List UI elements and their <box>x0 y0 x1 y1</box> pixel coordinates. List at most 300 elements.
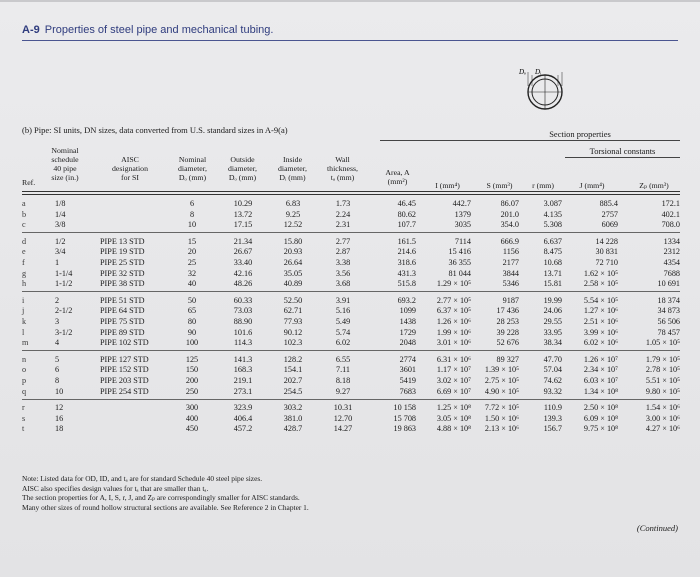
cell-id-row-m: 102.3 <box>283 338 303 348</box>
cell-I-row-b: 1379 <box>454 209 471 219</box>
cell-Z-row-r: 1.54 × 10⁶ <box>645 403 680 413</box>
cell-Z-row-i: 18 374 <box>657 295 680 305</box>
cell-A-row-j: 1099 <box>399 306 416 316</box>
cell-t-row-j: 5.16 <box>335 306 351 316</box>
header-outside-diameter <box>220 155 265 182</box>
cell-dn-row-k: 80 <box>187 317 197 326</box>
cell-A-row-m: 2048 <box>399 338 416 348</box>
cell-A-row-d: 161.5 <box>397 236 416 246</box>
cell-J-row-r: 2.50 × 10⁸ <box>583 403 618 413</box>
cell-Z-row-n: 1.79 × 10⁵ <box>645 354 680 364</box>
section-properties-rule <box>380 140 680 141</box>
cell-r-row-q: 93.32 <box>543 386 562 396</box>
header-moment-of-inertia: I (mm⁴) <box>435 181 460 190</box>
group-separator <box>22 232 680 233</box>
cell-I-row-a: 442.7 <box>452 199 471 208</box>
cell-t-row-r: 10.31 <box>333 403 353 413</box>
cell-S-row-c: 354.0 <box>500 220 519 230</box>
cell-S-row-r: 7.72 × 10⁵ <box>484 403 519 413</box>
cell-ref-row-t: t <box>22 424 25 434</box>
cell-ref-row-o: o <box>22 365 27 375</box>
note-line-4: Many other sizes of round hollow structural sections are available. See Reference 2 in Chapter 1. <box>22 502 309 512</box>
cell-A-row-n: 2774 <box>399 354 416 364</box>
header-area <box>375 168 420 186</box>
header-nomdia-line-2: diameter, <box>178 164 207 173</box>
cell-r-row-n: 47.70 <box>543 354 562 364</box>
table-subtitle: (b) Pipe: SI units, DN sizes, data converted from U.S. standard sizes in A-9(a) <box>22 125 288 135</box>
cell-S-row-f: 2177 <box>502 258 519 267</box>
cell-size-row-n: 5 <box>55 354 60 364</box>
cell-t-row-m: 6.02 <box>335 338 351 348</box>
cell-dn-row-h: 40 <box>187 279 197 289</box>
cell-r-row-c: 5.308 <box>543 220 562 230</box>
cell-S-row-a: 86.07 <box>500 199 519 208</box>
cell-dn-row-r: 300 <box>185 403 199 413</box>
cell-J-row-h: 2.58 × 10⁵ <box>583 279 618 289</box>
cell-A-row-i: 693.2 <box>397 295 416 305</box>
cell-J-row-d: 14 228 <box>595 236 618 246</box>
cell-S-row-i: 9187 <box>502 295 519 305</box>
cell-S-row-l: 39 228 <box>496 327 519 337</box>
cell-t-row-l: 5.74 <box>335 327 351 337</box>
header-area-line-2: (mm²) <box>387 177 408 186</box>
cell-od-row-e: 26.67 <box>233 247 253 257</box>
cell-size-row-q: 10 <box>55 386 64 396</box>
header-outside-line-3: Dₒ (mm) <box>228 173 257 182</box>
cell-od-row-i: 60.33 <box>233 295 253 305</box>
cell-t-row-e: 2.87 <box>335 247 351 257</box>
header-nominal-line-4: size (in.) <box>51 173 79 182</box>
cell-I-row-j: 6.37 × 10⁵ <box>436 306 471 316</box>
cell-ref-row-b: b <box>22 209 27 219</box>
cell-size-row-b: 1/4 <box>55 209 66 219</box>
group-separator <box>22 350 680 351</box>
cell-ref-row-n: n <box>22 354 27 364</box>
cell-J-row-s: 6.09 × 10⁸ <box>583 413 618 423</box>
cell-aisc-row-n: PIPE 127 STD <box>100 354 149 364</box>
cell-ref-row-r: r <box>22 403 25 413</box>
cell-J-row-b: 2757 <box>601 209 618 219</box>
cell-ref-row-a: a <box>22 199 26 208</box>
diagram-label-do: Dₒ <box>519 68 527 76</box>
cell-aisc-row-j: PIPE 64 STD <box>100 306 145 316</box>
cell-aisc-row-m: PIPE 102 STD <box>100 338 149 348</box>
cell-J-row-e: 30 831 <box>595 247 618 257</box>
cell-I-row-f: 36 355 <box>448 258 471 267</box>
cell-J-row-q: 1.34 × 10⁸ <box>583 386 618 396</box>
cell-od-row-d: 21.34 <box>233 236 253 246</box>
header-section-modulus: S (mm³) <box>486 181 513 190</box>
cell-aisc-row-o: PIPE 152 STD <box>100 365 149 375</box>
header-polar-moment: J (mm⁴) <box>579 181 605 190</box>
cell-J-row-t: 9.75 × 10⁸ <box>583 424 618 434</box>
cell-id-row-k: 77.93 <box>283 317 303 326</box>
cell-Z-row-c: 708.0 <box>661 220 680 230</box>
cell-I-row-r: 1.25 × 10⁸ <box>436 403 471 413</box>
cell-Z-row-q: 9.80 × 10⁵ <box>645 386 680 396</box>
cell-A-row-e: 214.6 <box>397 247 416 257</box>
cell-A-row-c: 107.7 <box>397 220 416 230</box>
cell-r-row-k: 29.55 <box>543 317 562 326</box>
cell-aisc-row-l: PIPE 89 STD <box>100 327 145 337</box>
header-aisc-line-3: for SI <box>121 173 139 182</box>
cell-r-row-p: 74.62 <box>543 376 562 385</box>
cell-size-row-a: 1/8 <box>55 199 66 208</box>
cell-Z-row-h: 10 691 <box>657 279 680 289</box>
cell-I-row-l: 1.99 × 10⁶ <box>436 327 471 337</box>
cell-J-row-m: 6.02 × 10⁶ <box>583 338 618 348</box>
cell-ref-row-j: j <box>22 306 25 316</box>
header-aisc-designation <box>100 155 160 182</box>
cell-S-row-b: 201.0 <box>500 209 519 219</box>
cell-A-row-o: 3601 <box>399 365 416 375</box>
cell-dn-row-i: 50 <box>187 295 197 305</box>
cell-Z-row-a: 172.1 <box>661 199 680 208</box>
header-inside-diameter <box>270 155 315 182</box>
cell-Z-row-k: 56 506 <box>657 317 680 326</box>
cell-size-row-o: 6 <box>55 365 60 375</box>
cell-r-row-s: 139.3 <box>543 413 562 423</box>
header-ref: Ref. <box>22 178 36 187</box>
cell-dn-row-s: 400 <box>185 413 199 423</box>
header-outside-line-1: Outside <box>230 155 255 164</box>
header-aisc-line-1: AISC <box>121 155 139 164</box>
cell-id-row-n: 128.2 <box>283 354 303 364</box>
cell-I-row-p: 3.02 × 10⁷ <box>436 376 471 385</box>
cell-ref-row-l: l <box>22 327 25 337</box>
cell-J-row-g: 1.62 × 10⁵ <box>583 268 618 278</box>
diagram-label-di: Dᵢ <box>535 68 542 76</box>
cell-t-row-g: 3.56 <box>335 268 351 278</box>
cell-I-row-o: 1.17 × 10⁷ <box>436 365 471 375</box>
cell-size-row-l: 3-1/2 <box>55 327 73 337</box>
cell-S-row-m: 52 676 <box>496 338 519 348</box>
header-nomdia-line-3: Dₒ (mm) <box>178 173 207 182</box>
cell-aisc-row-p: PIPE 203 STD <box>100 376 149 385</box>
cell-size-row-j: 2-1/2 <box>55 306 73 316</box>
cell-ref-row-d: d <box>22 236 27 246</box>
cell-dn-row-q: 250 <box>185 386 199 396</box>
header-nominal-line-1: Nominal <box>51 146 79 155</box>
cell-I-row-k: 1.26 × 10⁶ <box>436 317 471 326</box>
cell-S-row-h: 5346 <box>502 279 519 289</box>
cell-od-row-o: 168.3 <box>233 365 253 375</box>
cell-Z-row-m: 1.05 × 10⁵ <box>645 338 680 348</box>
cell-A-row-b: 80.62 <box>397 209 416 219</box>
cell-dn-row-e: 20 <box>187 247 197 257</box>
cell-dn-row-l: 90 <box>187 327 197 337</box>
cell-S-row-q: 4.90 × 10⁵ <box>484 386 519 396</box>
cell-aisc-row-d: PIPE 13 STD <box>100 236 145 246</box>
header-nomdia-line-1: Nominal <box>178 155 207 164</box>
cell-ref-row-s: s <box>22 413 26 423</box>
cell-S-row-p: 2.75 × 10⁵ <box>484 376 519 385</box>
cell-id-row-q: 254.5 <box>283 386 303 396</box>
cell-J-row-p: 6.03 × 10⁷ <box>583 376 618 385</box>
header-aisc-line-2: designation <box>112 164 148 173</box>
cell-ref-row-f: f <box>22 258 25 267</box>
cell-dn-row-m: 100 <box>185 338 199 348</box>
cell-size-row-f: 1 <box>55 258 60 267</box>
cell-S-row-s: 1.50 × 10⁶ <box>484 413 519 423</box>
cell-r-row-f: 10.68 <box>543 258 562 267</box>
cell-A-row-r: 10 158 <box>393 403 416 413</box>
cell-A-row-h: 515.8 <box>397 279 416 289</box>
cell-od-row-n: 141.3 <box>233 354 253 364</box>
top-edge <box>0 0 700 2</box>
cell-size-row-p: 8 <box>55 376 60 385</box>
cell-t-row-c: 2.31 <box>335 220 351 230</box>
cell-dn-row-p: 200 <box>185 376 199 385</box>
cell-dn-row-f: 25 <box>187 258 197 267</box>
cell-S-row-g: 3844 <box>502 268 519 278</box>
cell-J-row-j: 1.27 × 10⁶ <box>583 306 618 316</box>
table-notes <box>22 474 309 512</box>
cell-id-row-h: 40.89 <box>283 279 303 289</box>
header-nominal-line-3: 40 pipe <box>53 164 77 173</box>
cell-od-row-c: 17.15 <box>233 220 253 230</box>
cell-ref-row-h: h <box>22 279 27 289</box>
note-line-3: The section properties for A, I, S, r, J, and Zₚ are correspondingly smaller for AISC standards. <box>22 493 300 502</box>
header-nominal-size <box>40 146 90 182</box>
cell-dn-row-t: 450 <box>185 424 199 434</box>
cell-t-row-s: 12.70 <box>333 413 353 423</box>
cell-J-row-f: 72 710 <box>595 258 618 267</box>
cell-t-row-k: 5.49 <box>335 317 351 326</box>
cell-t-row-b: 2.24 <box>335 209 351 219</box>
cell-id-row-f: 26.64 <box>283 258 303 267</box>
cell-aisc-row-f: PIPE 25 STD <box>100 258 145 267</box>
cell-S-row-d: 666.9 <box>500 236 519 246</box>
cell-aisc-row-h: PIPE 38 STD <box>100 279 145 289</box>
cell-t-row-p: 8.18 <box>335 376 351 385</box>
cell-I-row-t: 4.88 × 10⁸ <box>436 424 471 434</box>
cell-od-row-h: 48.26 <box>233 279 253 289</box>
cell-t-row-q: 9.27 <box>335 386 351 396</box>
cell-od-row-s: 406.4 <box>233 413 253 423</box>
cell-dn-row-o: 150 <box>185 365 199 375</box>
cell-id-row-c: 12.52 <box>283 220 303 230</box>
cell-Z-row-b: 402.1 <box>661 209 680 219</box>
cell-S-row-n: 89 327 <box>496 354 519 364</box>
cell-aisc-row-k: PIPE 75 STD <box>100 317 145 326</box>
cell-id-row-g: 35.05 <box>283 268 303 278</box>
cell-Z-row-j: 34 873 <box>657 306 680 316</box>
cell-A-row-s: 15 708 <box>393 413 416 423</box>
header-rule-top <box>22 191 680 192</box>
header-inside-line-3: Dᵢ (mm) <box>279 173 306 182</box>
cell-size-row-s: 16 <box>55 413 64 423</box>
group-separator <box>22 291 680 292</box>
cell-id-row-p: 202.7 <box>283 376 303 385</box>
cell-J-row-a: 885.4 <box>599 199 618 208</box>
header-inside-line-1: Inside <box>282 155 303 164</box>
cell-ref-row-g: g <box>22 268 27 278</box>
cell-I-row-d: 7114 <box>454 236 471 246</box>
header-outside-line-2: diameter, <box>228 164 257 173</box>
cell-r-row-l: 33.95 <box>543 327 562 337</box>
cell-S-row-o: 1.39 × 10⁵ <box>484 365 519 375</box>
cell-A-row-f: 318.6 <box>397 258 416 267</box>
cell-A-row-k: 1438 <box>399 317 416 326</box>
cell-od-row-k: 88.90 <box>233 317 253 326</box>
cell-id-row-o: 154.1 <box>283 365 303 375</box>
cell-od-row-l: 101.6 <box>233 327 253 337</box>
cell-Z-row-f: 4354 <box>663 258 680 267</box>
cell-S-row-e: 1156 <box>502 247 519 257</box>
cell-Z-row-l: 78 457 <box>657 327 680 337</box>
cell-r-row-t: 156.7 <box>543 424 562 434</box>
continued-label: (Continued) <box>636 523 678 533</box>
cell-t-row-n: 6.55 <box>335 354 351 364</box>
cell-t-row-d: 2.77 <box>335 236 351 246</box>
cell-dn-row-d: 15 <box>187 236 197 246</box>
cell-ref-row-k: k <box>22 317 27 326</box>
cell-J-row-l: 3.99 × 10⁶ <box>583 327 618 337</box>
cell-J-row-i: 5.54 × 10⁵ <box>583 295 618 305</box>
group-separator <box>22 399 680 400</box>
cell-A-row-a: 46.45 <box>397 199 416 208</box>
cell-r-row-o: 57.04 <box>543 365 562 375</box>
header-plastic-modulus: Zₚ (mm³) <box>639 181 669 190</box>
cell-I-row-q: 6.69 × 10⁷ <box>436 386 471 396</box>
table-title-text: Properties of steel pipe and mechanical tubing. <box>44 24 274 36</box>
cell-od-row-m: 114.3 <box>233 338 253 348</box>
cell-size-row-d: 1/2 <box>55 236 66 246</box>
cell-dn-row-b: 8 <box>189 209 195 219</box>
cell-od-row-b: 13.72 <box>233 209 253 219</box>
cell-Z-row-t: 4.27 × 10⁶ <box>645 424 680 434</box>
cell-I-row-n: 6.31 × 10⁶ <box>436 354 471 364</box>
cell-I-row-g: 81 044 <box>448 268 471 278</box>
cell-J-row-c: 6069 <box>601 220 618 230</box>
header-area-line-1: Area, A <box>385 168 410 177</box>
cell-aisc-row-g: PIPE 32 STD <box>100 268 145 278</box>
cell-ref-row-e: e <box>22 247 26 257</box>
cell-S-row-t: 2.13 × 10⁶ <box>484 424 519 434</box>
header-nominal-diameter <box>170 155 215 182</box>
section-properties-heading: Section properties <box>549 129 611 139</box>
cell-r-row-b: 4.135 <box>543 209 562 219</box>
cell-id-row-i: 52.50 <box>283 295 303 305</box>
cell-r-row-g: 13.71 <box>543 268 562 278</box>
cell-Z-row-p: 5.51 × 10⁵ <box>645 376 680 385</box>
cell-id-row-t: 428.7 <box>283 424 303 434</box>
header-wall-thickness <box>320 155 365 182</box>
header-wall-line-3: tₐ (mm) <box>330 173 355 182</box>
cell-aisc-row-e: PIPE 19 STD <box>100 247 145 257</box>
cell-Z-row-s: 3.00 × 10⁶ <box>645 413 680 423</box>
cell-id-row-s: 381.0 <box>283 413 303 423</box>
cell-size-row-t: 18 <box>55 424 64 434</box>
cell-Z-row-o: 2.78 × 10⁵ <box>645 365 680 375</box>
cell-t-row-h: 3.68 <box>335 279 351 289</box>
cell-r-row-h: 15.81 <box>543 279 562 289</box>
cell-S-row-j: 17 436 <box>496 306 519 316</box>
cell-t-row-a: 1.73 <box>335 199 351 208</box>
cell-size-row-m: 4 <box>55 338 60 348</box>
cell-id-row-d: 15.80 <box>283 236 303 246</box>
cell-dn-row-n: 125 <box>185 354 199 364</box>
header-nominal-line-2: schedule <box>51 155 79 164</box>
cell-od-row-a: 10.29 <box>233 199 253 208</box>
cell-r-row-a: 3.087 <box>543 199 562 208</box>
cell-J-row-k: 2.51 × 10⁶ <box>583 317 618 326</box>
cell-size-row-e: 3/4 <box>55 247 66 257</box>
cell-dn-row-c: 10 <box>187 220 197 230</box>
cell-I-row-m: 3.01 × 10⁶ <box>436 338 471 348</box>
cell-r-row-m: 38.34 <box>543 338 562 348</box>
torsional-constants-rule <box>565 157 680 158</box>
cell-I-row-c: 3035 <box>454 220 471 230</box>
cell-r-row-i: 19.99 <box>543 295 562 305</box>
cell-aisc-row-i: PIPE 51 STD <box>100 295 145 305</box>
cell-size-row-h: 1-1/2 <box>55 279 73 289</box>
cell-S-row-k: 28 253 <box>496 317 519 326</box>
cell-I-row-s: 3.05 × 10⁸ <box>436 413 471 423</box>
cell-aisc-row-q: PIPE 254 STD <box>100 386 149 396</box>
cell-id-row-b: 9.25 <box>285 209 301 219</box>
cell-size-row-i: 2 <box>55 295 60 305</box>
cell-I-row-e: 15 416 <box>448 247 471 257</box>
cell-size-row-g: 1-1/4 <box>55 268 73 278</box>
cell-od-row-t: 457.2 <box>233 424 253 434</box>
cell-Z-row-e: 2312 <box>663 247 680 257</box>
header-wall-line-2: thickness, <box>327 164 358 173</box>
torsional-constants-heading: Torsional constants <box>589 146 656 156</box>
cell-od-row-r: 323.9 <box>233 403 253 413</box>
cell-id-row-j: 62.71 <box>283 306 303 316</box>
header-inside-line-2: diameter, <box>278 164 307 173</box>
cell-od-row-q: 273.1 <box>233 386 253 396</box>
cell-A-row-q: 7683 <box>399 386 416 396</box>
cell-A-row-g: 431.3 <box>397 268 416 278</box>
note-line-1: Note: Listed data for OD, ID, and tₐ are for standard Schedule 40 steel pipe sizes. <box>22 474 263 483</box>
cell-ref-row-p: p <box>22 376 27 385</box>
header-wall-line-1: Wall <box>335 155 350 164</box>
title-rule <box>22 40 678 41</box>
cell-size-row-k: 3 <box>55 317 60 326</box>
cell-dn-row-j: 65 <box>187 306 197 316</box>
cell-J-row-n: 1.26 × 10⁷ <box>583 354 618 364</box>
cell-od-row-g: 42.16 <box>233 268 253 278</box>
cell-id-row-l: 90.12 <box>283 327 303 337</box>
cell-J-row-o: 2.34 × 10⁷ <box>583 365 618 375</box>
cell-Z-row-d: 1334 <box>663 236 680 246</box>
cell-size-row-c: 3/8 <box>55 220 66 230</box>
table-number: A-9 <box>22 24 40 36</box>
cell-dn-row-a: 6 <box>189 199 195 208</box>
cell-t-row-t: 14.27 <box>333 424 353 434</box>
cell-t-row-f: 3.38 <box>335 258 351 267</box>
cell-ref-row-c: c <box>22 220 26 230</box>
cell-od-row-f: 33.40 <box>233 258 253 267</box>
table-title <box>22 24 273 36</box>
cell-id-row-r: 303.2 <box>283 403 303 413</box>
cell-r-row-e: 8.475 <box>543 247 562 257</box>
cell-ref-row-m: m <box>22 338 29 348</box>
cell-ref-row-q: q <box>22 386 27 396</box>
cell-A-row-l: 1729 <box>399 327 416 337</box>
cell-ref-row-i: i <box>22 295 25 305</box>
note-line-2: AISC also specifies design values for tₐ that are smaller than tₐ. <box>22 483 209 493</box>
cell-r-row-d: 6.637 <box>543 236 562 246</box>
cell-A-row-t: 19 863 <box>393 424 416 434</box>
pipe-cross-section-diagram <box>505 66 585 110</box>
cell-I-row-h: 1.29 × 10⁵ <box>436 279 471 289</box>
cell-r-row-j: 24.06 <box>543 306 562 316</box>
cell-A-row-p: 5419 <box>399 376 416 385</box>
